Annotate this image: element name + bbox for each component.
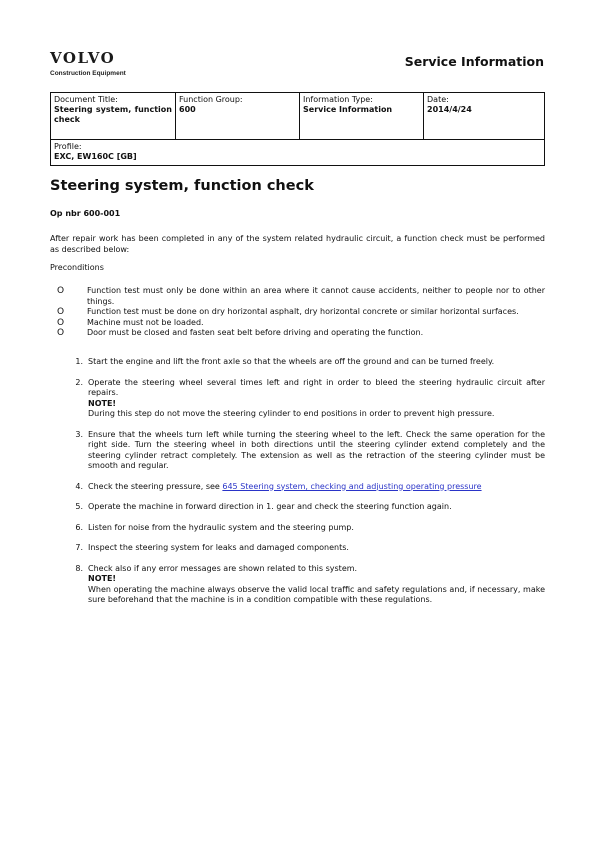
step-text: Operate the steering wheel several times left and right in order to bleed the steering hydraulic circuit after repairs. bbox=[88, 377, 545, 397]
step-number: 2. bbox=[75, 377, 83, 387]
bullet-text: Function test must be done on dry horizontal asphalt, dry horizontal concrete or similar horizontal surfaces. bbox=[87, 307, 519, 316]
note-title: NOTE! bbox=[88, 398, 117, 408]
step-text: Operate the machine in forward direction in 1. gear and check the steering function again. bbox=[88, 502, 452, 511]
bullet-marker: O bbox=[57, 286, 65, 296]
step-7 bbox=[50, 543, 545, 554]
procedure-steps bbox=[50, 357, 545, 616]
step-text: Start the engine and lift the front axle so that the wheels are off the ground and can be turned freely. bbox=[88, 357, 495, 366]
step-number: 6. bbox=[75, 522, 83, 532]
step-3 bbox=[50, 430, 545, 472]
logo-wordmark: VOLVO bbox=[50, 49, 116, 67]
information-type-value: Service Information bbox=[303, 105, 393, 114]
info-row-profile bbox=[51, 139, 544, 165]
step-8 bbox=[50, 564, 545, 606]
bullet-text: Door must be closed and fasten seat belt before driving and operating the function. bbox=[87, 328, 424, 337]
function-group-value: 600 bbox=[179, 105, 196, 114]
information-type-cell bbox=[299, 93, 423, 139]
volvo-logo bbox=[50, 50, 126, 77]
bullet-text: Machine must not be loaded. bbox=[87, 317, 204, 327]
preconditions-label: Preconditions bbox=[50, 263, 104, 272]
date-label: Date: bbox=[427, 95, 449, 104]
step-4 bbox=[50, 482, 545, 493]
list-item bbox=[50, 328, 545, 339]
step-number: 5. bbox=[75, 502, 83, 511]
function-group-label: Function Group: bbox=[179, 95, 243, 104]
step-number: 1. bbox=[75, 357, 83, 366]
note-title: NOTE! bbox=[88, 574, 117, 583]
step-2 bbox=[50, 378, 545, 420]
profile-label: Profile: bbox=[54, 142, 82, 151]
intro-paragraph: After repair work has been completed in any of the system related hydraulic circuit, a function check must be performed as described below: bbox=[50, 234, 545, 254]
profile-cell bbox=[51, 140, 544, 165]
page-title: Steering system, function check bbox=[50, 178, 314, 194]
step-number: 4. bbox=[75, 481, 83, 491]
date-cell bbox=[423, 93, 544, 139]
information-type-label: Information Type: bbox=[303, 95, 373, 104]
note-text: During this step do not move the steering cylinder to end positions in order to prevent high pressure. bbox=[88, 409, 495, 418]
bullet-text: Function test must only be done within an area where it cannot cause accidents, neither to people nor to other things. bbox=[87, 286, 545, 306]
step-number: 7. bbox=[75, 543, 83, 552]
step-number: 3. bbox=[75, 429, 83, 439]
document-title-value: Steering system, function check bbox=[54, 105, 172, 124]
list-item bbox=[50, 307, 545, 318]
bullet-marker: O bbox=[57, 317, 65, 328]
step-number: 8. bbox=[75, 563, 83, 573]
document-kind-heading: Service Information bbox=[404, 54, 544, 69]
date-value: 2014/4/24 bbox=[427, 105, 472, 114]
pressure-procedure-link[interactable]: 645 Steering system, checking and adjusting operating pressure bbox=[222, 481, 482, 491]
step-text: Ensure that the wheels turn left while turning the steering wheel to the left. Check the same operation for the right side. Turn the steering wheel in both directions until the steering cylinder extend completely and the steering cylinder retract completely. The extension as well as the retraction of the steering cylinder must be smooth and regular. bbox=[88, 429, 545, 470]
document-info-table bbox=[50, 92, 545, 166]
step-text: Check the steering pressure, see bbox=[88, 481, 223, 491]
list-item bbox=[50, 318, 545, 329]
bullet-marker: O bbox=[57, 307, 65, 317]
preconditions-list bbox=[50, 286, 545, 339]
logo-subtitle: Construction Equipment bbox=[50, 70, 126, 77]
step-text: Check also if any error messages are shown related to this system. bbox=[88, 563, 358, 573]
bullet-marker: O bbox=[57, 328, 65, 338]
step-1 bbox=[50, 357, 545, 368]
step-text: Inspect the steering system for leaks and damaged components. bbox=[88, 543, 349, 552]
list-item bbox=[50, 286, 545, 307]
step-6 bbox=[50, 523, 545, 534]
note-text: When operating the machine always observe the valid local traffic and safety regulations and, if necessary, make sure beforehand that the machine is in a condition compatible with these regulations. bbox=[88, 584, 545, 604]
operation-number: Op nbr 600-001 bbox=[50, 209, 121, 218]
document-title-cell bbox=[51, 93, 175, 139]
info-row-main bbox=[51, 93, 544, 139]
profile-value: EXC, EW160C [GB] bbox=[54, 152, 137, 161]
document-title-label: Document Title: bbox=[54, 95, 118, 104]
step-5 bbox=[50, 502, 545, 513]
function-group-cell bbox=[175, 93, 299, 139]
step-text: Listen for noise from the hydraulic system and the steering pump. bbox=[88, 522, 354, 532]
